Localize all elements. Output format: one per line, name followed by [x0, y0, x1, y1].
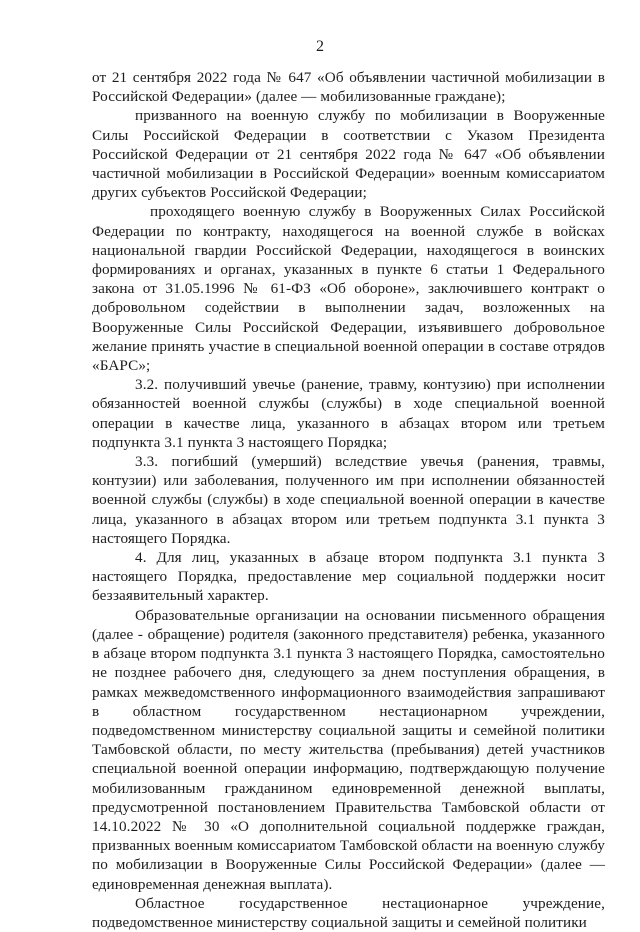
paragraph: проходящего военную службу в Вооруженных Силах Российской Федерации по контракту, находящегося на военной службе в войсках национальной гвардии Российской Федерации, находящегося в воинских формированиях и органах, указанных в пункте 6 статьи 1 Федерального закона от 31.05.1996 № 61-ФЗ «Об обороне», заключившего контракт о добровольном содействии в выполнении задач, возложенных на Вооруженные Силы Российской Федерации, изъявившего добровольное желание принять участие в специальной военной операции в составе отрядов «БАРС»; [92, 203, 605, 375]
paragraph: Областное государственное нестационарное учреждение, подведомственное министерству социальной защиты и семейной политики [92, 894, 605, 931]
paragraph: Образовательные организации на основании письменного обращения (далее - обращение) родителя (законного представителя) ребенка, указанного в абзаце втором подпункта 3.1 пункта 3 настоящего Порядка, самостоятельно не позднее рабочего дня, следующего за днем поступления обращения, в рамках межведомственного информационного взаимодействия запрашивают в областном государственном нестационарном учреждении, подведомственном министерству социальной защиты и семейной политики Тамбовской области, по месту жительства (пребывания) детей участников специальной военной операции информацию, подтверждающую получение мобилизованным гражданином единовременной денежной выплаты, предусмотренной постановлением Правительства Тамбовской области от 14.10.2022 № 30 «О дополнительной социальной поддержке граждан, призванных военным комиссариатом Тамбовской области на военную службу по мобилизации в Вооруженные Силы Российской Федерации» (далее — единовременная денежная выплата). [92, 606, 605, 893]
paragraph: 4. Для лиц, указанных в абзаце втором подпункта 3.1 пункта 3 настоящего Порядка, предоставление мер социальной поддержки носит беззаявительный характер. [92, 549, 605, 605]
page-number: 2 [316, 38, 324, 55]
paragraph: призванного на военную службу по мобилизации в Вооруженные Силы Российской Федерации в соответствии с Указом Президента Российской Федерации от 21 сентября 2022 года № 647 «Об объявлении частичной мобилизации в Российской Федерации» военным комиссариатом других субъектов Российской Федерации; [92, 107, 605, 202]
document-body [92, 68, 605, 932]
paragraph: от 21 сентября 2022 года № 647 «Об объявлении частичной мобилизации в Российской Федерации» (далее — мобилизованные граждане); [92, 69, 605, 106]
paragraph: 3.2. получивший увечье (ранение, травму, контузию) при исполнении обязанностей военной службы (службы) в ходе специальной военной операции в качестве лица, указанного в абзацах втором или третьем подпункта 3.1 пункта 3 настоящего Порядка; [92, 376, 605, 451]
paragraph: 3.3. погибший (умерший) вследствие увечья (ранения, травмы, контузии) или заболевания, полученного им при исполнении обязанностей военной службы (службы) в ходе специальной военной операции в качестве лица, указанного в абзацах втором или третьем подпункта 3.1 пункта 3 настоящего Порядка. [92, 453, 605, 547]
